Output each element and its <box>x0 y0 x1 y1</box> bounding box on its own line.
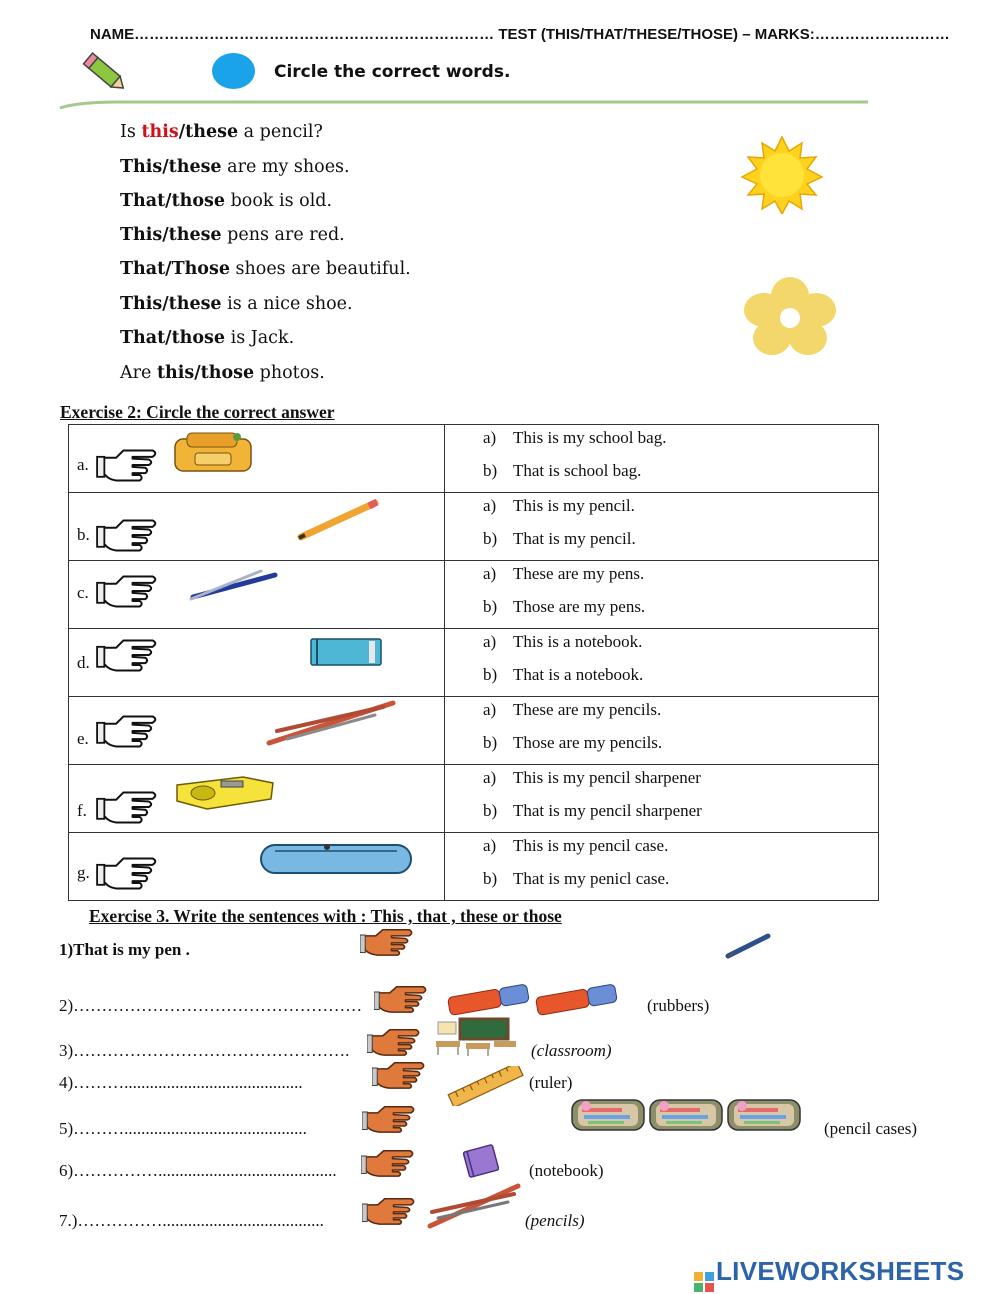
pointing-hand-icon <box>374 984 430 1014</box>
pencil-icon <box>295 497 381 541</box>
option-key: a) <box>483 768 497 787</box>
option-key: b) <box>483 597 498 616</box>
pointing-hand-icon <box>361 1148 417 1178</box>
pencils-icon <box>265 697 399 749</box>
exercise2-picture-cell <box>69 697 445 765</box>
pencil-case-icon <box>568 1092 648 1136</box>
pointing-hand-icon <box>372 1060 428 1090</box>
exercise1-sentence[interactable] <box>120 363 325 383</box>
option-text: Those are my pencils. <box>513 733 663 752</box>
word-hint: (pencil cases) <box>824 1119 917 1138</box>
choice-word-a[interactable]: This <box>120 157 163 177</box>
answer-line[interactable]: 3)…………………………………………. <box>59 1041 350 1060</box>
option-b[interactable] <box>483 461 641 481</box>
sentence-rest: are my shoes. <box>221 157 350 177</box>
notebook-icon <box>303 633 389 671</box>
sentence-rest: book is old. <box>225 191 333 211</box>
option-b[interactable] <box>483 869 669 889</box>
exercise3-title: Exercise 3. Write the sentences with : This , that , these or those <box>89 906 562 926</box>
pencil-case-icon <box>724 1092 804 1136</box>
option-a[interactable] <box>483 632 642 652</box>
exercise2-options-cell <box>445 629 879 697</box>
choice-word-a[interactable]: this <box>156 363 195 383</box>
row-letter: b. <box>77 525 90 544</box>
choice-word-b[interactable]: /these <box>162 157 222 177</box>
option-text: These are my pencils. <box>513 700 662 719</box>
exercise1-sentence[interactable] <box>120 157 350 177</box>
sentence-rest: a pencil? <box>238 122 323 142</box>
answer-line[interactable]: 2)…………………………………………… <box>59 996 363 1015</box>
answer-line[interactable]: 6)…………….......................................... <box>59 1161 337 1180</box>
pointing-hand-icon <box>95 787 161 827</box>
exercise2-row <box>69 561 879 629</box>
pointing-hand-icon <box>95 711 161 751</box>
exercise2-row <box>69 765 879 833</box>
row-letter: c. <box>77 583 89 602</box>
option-key: a) <box>483 428 497 447</box>
option-text: Those are my pens. <box>513 597 646 616</box>
sentence-rest: photos. <box>254 363 325 383</box>
pointing-hand-icon <box>95 515 161 555</box>
pencil-icon <box>80 52 130 96</box>
option-key: b) <box>483 461 498 480</box>
choice-word-b[interactable]: /those <box>165 191 226 211</box>
exercise2-title: Exercise 2: Circle the correct answer <box>60 402 335 422</box>
option-text: This is my school bag. <box>513 428 667 447</box>
sentence-rest: is Jack. <box>225 328 295 348</box>
classroom-icon <box>430 1017 520 1057</box>
sun-icon <box>728 136 836 214</box>
option-key: a) <box>483 496 497 515</box>
logo-mark-icon <box>694 1272 714 1292</box>
exercise2-row <box>69 629 879 697</box>
exercise1-sentence[interactable] <box>120 294 353 314</box>
option-text: This is my pencil sharpener <box>513 768 701 787</box>
answer-line[interactable]: 5)………........................................... <box>59 1119 307 1138</box>
pointing-hand-icon <box>95 853 161 893</box>
option-text: That is my pencil. <box>513 529 636 548</box>
flower-icon <box>730 276 848 356</box>
sentence-prefix: Is <box>120 122 142 142</box>
choice-word-b[interactable]: /these <box>162 294 222 314</box>
word-hint: (ruler) <box>529 1073 573 1092</box>
choice-word-a[interactable]: That <box>120 191 166 211</box>
exercise2-options-cell <box>445 561 879 629</box>
option-text: This is my pencil case. <box>513 836 669 855</box>
exercise1-sentence[interactable] <box>120 122 323 142</box>
exercise2-options-cell <box>445 697 879 765</box>
pointing-hand-icon <box>95 445 161 485</box>
exercise1-sentence[interactable] <box>120 225 345 245</box>
option-a[interactable] <box>483 700 661 720</box>
ruler-icon <box>446 1066 526 1106</box>
exercise2-options-cell <box>445 425 879 493</box>
option-key: a) <box>483 632 497 651</box>
pens-icon <box>187 565 283 605</box>
option-b[interactable] <box>483 733 662 753</box>
option-b[interactable] <box>483 529 636 549</box>
pointing-hand-icon <box>362 1104 418 1134</box>
pencils-icon <box>424 1182 524 1232</box>
blue-dot-icon <box>212 53 255 89</box>
choice-word-a[interactable]: This <box>120 294 163 314</box>
choice-word-a[interactable]: this <box>141 122 179 142</box>
option-b[interactable] <box>483 597 645 617</box>
exercise2-row <box>69 833 879 901</box>
sentence-prefix: Are <box>120 363 157 383</box>
option-a[interactable] <box>483 428 666 448</box>
option-text: That is school bag. <box>513 461 642 480</box>
row-letter: d. <box>77 653 90 672</box>
pencil-case-icon <box>257 839 417 879</box>
choice-word-b[interactable]: /Those <box>165 259 230 279</box>
exercise2-picture-cell <box>69 765 445 833</box>
option-text: That is a notebook. <box>513 665 644 684</box>
exercise2-options-cell <box>445 833 879 901</box>
divider-line <box>58 96 870 112</box>
pointing-hand-icon <box>95 571 161 611</box>
pointing-hand-icon <box>362 1196 418 1226</box>
word-hint: (rubbers) <box>647 996 710 1015</box>
pointing-hand-icon <box>367 1027 423 1057</box>
exercise1-sentence[interactable] <box>120 328 294 348</box>
school-bag-icon <box>167 429 263 475</box>
notebook-icon <box>458 1144 504 1178</box>
exercise2-picture-cell <box>69 833 445 901</box>
exercise2-options-cell <box>445 493 879 561</box>
exercise2-row <box>69 425 879 493</box>
pencil-case-icon <box>646 1092 726 1136</box>
option-key: b) <box>483 665 498 684</box>
word-hint: (notebook) <box>529 1161 604 1180</box>
option-key: a) <box>483 700 497 719</box>
option-key: b) <box>483 733 498 752</box>
sentence-rest: is a nice shoe. <box>221 294 353 314</box>
pencil-sharpener-icon <box>173 769 279 813</box>
option-a[interactable] <box>483 836 668 856</box>
option-text: That is my penicl case. <box>513 869 670 888</box>
option-a[interactable] <box>483 496 635 516</box>
pointing-hand-icon <box>360 927 416 957</box>
choice-word-b[interactable]: /these <box>162 225 222 245</box>
answer-line[interactable]: 4)……….......................................... <box>59 1073 303 1092</box>
logo-text: LIVEWORKSHEETS <box>716 1256 965 1286</box>
option-key: b) <box>483 529 498 548</box>
choice-word-a[interactable]: That <box>120 328 166 348</box>
option-text: This is a notebook. <box>513 632 643 651</box>
worksheet-header: NAME……………………………………………………………… TEST (THIS/THAT/THESE/THOSE) – MARKS:……………………… <box>90 26 950 43</box>
choice-word-b[interactable]: /those <box>194 363 255 383</box>
option-text: This is my pencil. <box>513 496 635 515</box>
option-key: b) <box>483 869 498 888</box>
word-hint: (pencils) <box>525 1211 585 1230</box>
option-a[interactable] <box>483 564 644 584</box>
exercise2-picture-cell <box>69 629 445 697</box>
row-letter: f. <box>77 801 87 820</box>
answer-line[interactable]: 7.)……………...................................... <box>59 1211 324 1230</box>
sentence-rest: pens are red. <box>221 225 345 245</box>
pen-icon <box>724 932 772 960</box>
row-letter: e. <box>77 729 89 748</box>
exercise2-row <box>69 697 879 765</box>
exercise1-sentence[interactable] <box>120 191 332 211</box>
exercise2-options-cell <box>445 765 879 833</box>
option-key: b) <box>483 801 498 820</box>
exercise2-row <box>69 493 879 561</box>
liveworksheets-logo[interactable] <box>694 1256 964 1292</box>
row-letter: a. <box>77 455 89 474</box>
exercise3-example: 1)That is my pen . <box>59 940 190 959</box>
exercise2-picture-cell <box>69 493 445 561</box>
option-key: a) <box>483 836 497 855</box>
option-b[interactable] <box>483 665 643 685</box>
exercise1-instruction: Circle the correct words. <box>274 62 511 82</box>
choice-word-a[interactable]: This <box>120 225 163 245</box>
exercise2-picture-cell <box>69 425 445 493</box>
choice-word-a[interactable]: That <box>120 259 166 279</box>
option-a[interactable] <box>483 768 701 788</box>
rubbers-icon <box>447 985 627 1021</box>
exercise2-picture-cell <box>69 561 445 629</box>
option-text: That is my pencil sharpener <box>513 801 702 820</box>
exercise2-table <box>68 424 879 901</box>
option-b[interactable] <box>483 801 702 821</box>
row-letter: g. <box>77 863 90 882</box>
option-text: These are my pens. <box>513 564 645 583</box>
sentence-rest: shoes are beautiful. <box>229 259 411 279</box>
choice-word-b[interactable]: /these <box>178 122 239 142</box>
pointing-hand-icon <box>95 635 161 675</box>
exercise1-sentence[interactable] <box>120 259 411 279</box>
word-hint: (classroom) <box>531 1041 612 1060</box>
choice-word-b[interactable]: /those <box>165 328 226 348</box>
option-key: a) <box>483 564 497 583</box>
